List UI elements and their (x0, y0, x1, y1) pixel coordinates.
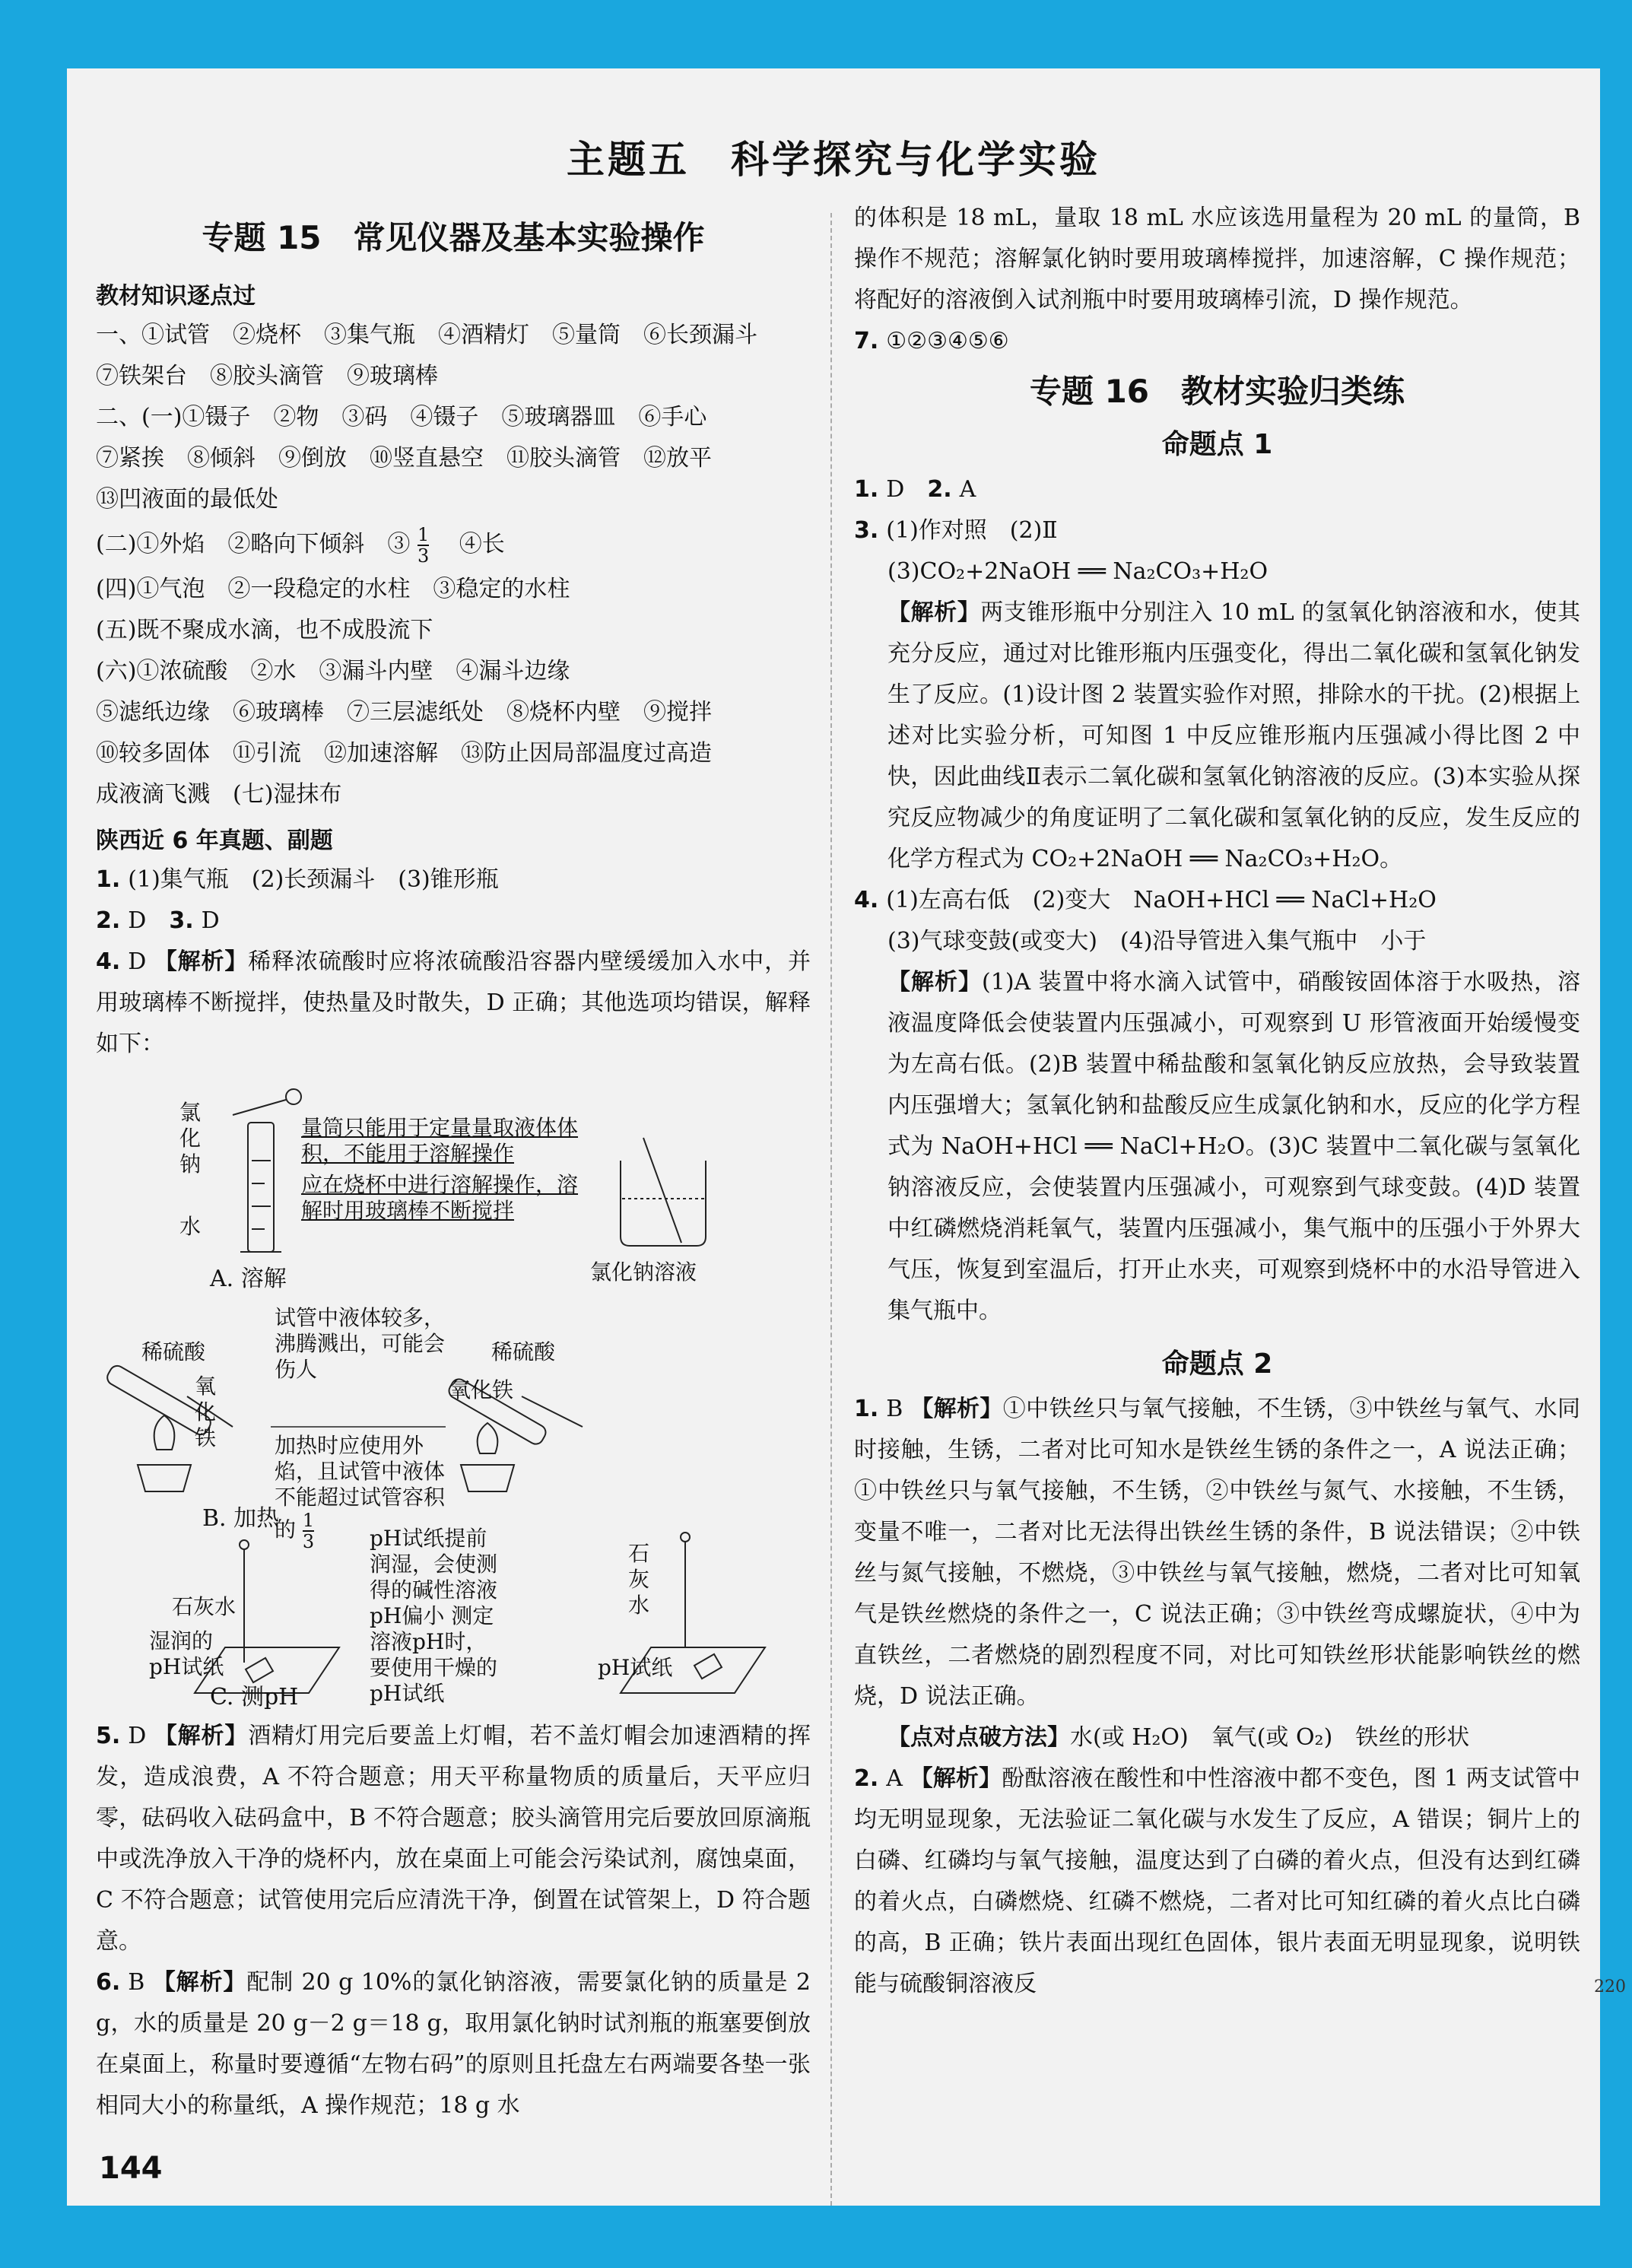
question-5 (96, 1716, 811, 1962)
fraction-numerator: 1 (302, 1510, 315, 1531)
note-heating-rule-text: 加热时应使用外焰，且试管中液体不能超过试管容积的 (275, 1433, 446, 1542)
analysis-text: 两支锥形瓶中分别注入 10 mL 的氢氧化钠溶液和水，使其充分反应，通过对比锥形瓶内压强变化，得出二氧化碳和氢氧化钠发生了反应。(1)设计图 2 装置实验作对照，排除水的干扰。(2)根据上述对比实验分析，可知图 1 中反应锥形瓶内压强减小得比图 2 中快，因此曲线Ⅱ表示二氧化碳和氢氧化钠溶液的反应。(3)本实验从探究反应物减少的角度证明了二氧化碳和氢氧化钠的反应，发生反应的化学方程式为 CO₂+2NaOH ══ Na₂CO₃+H₂O。 (887, 599, 1580, 872)
analysis-tag: 【解析】 (887, 599, 981, 626)
analysis-tag: 【解析】 (152, 1969, 247, 1996)
analysis-text: ①中铁丝只与氧气接触，不生锈，③中铁丝与氧气、水同时接触，生锈，二者对比可知水是铁丝生锈的条件之一，A 说法正确；①中铁丝只与氧气接触，不生锈，②中铁丝与氮气、水接触，不生锈，变量不唯一，二者对比无法得出铁丝生锈的条件，B 说法错误；②中铁丝与氮气接触，不燃烧，③中铁丝与氧气接触，燃烧，二者对比可知氧气是铁丝燃烧的条件之一，C 说法正确；③中铁丝弯成螺旋状，④中为直铁丝，二者燃烧的剧烈程度不同，对比可知铁丝形状能影响铁丝的燃烧，D 说法正确。 (854, 1396, 1581, 1710)
fraction-denominator: 3 (417, 545, 430, 567)
question-number: 2. (96, 907, 121, 934)
answer-line: 成液滴飞溅 (七)湿抹布 (96, 781, 342, 808)
label-iron-oxide-left: 氧化铁 (195, 1374, 217, 1450)
beaker-drawing (621, 1138, 706, 1246)
analysis-tag: 【解析】 (154, 948, 249, 975)
note-dissolve-in-beaker: 应在烧杯中进行溶解操作，溶解时用玻璃棒不断搅拌 (301, 1172, 579, 1223)
label-nacl-solution: 氯化钠溶液 (590, 1259, 697, 1285)
question-2-3 (96, 901, 811, 942)
topic16-title: 专题 16 教材实验归类练 (1029, 373, 1405, 410)
label-limewater-left: 石灰水 (172, 1594, 237, 1619)
question-number: 1. (854, 1396, 879, 1422)
question-number: 3. (169, 907, 194, 934)
method-tag: 【点对点破方法】 (887, 1724, 1070, 1751)
p1-q4-analysis (854, 962, 1580, 1332)
analysis-text: 酚酞溶液在酸性和中性溶液中都不变色，图 1 两支试管中均无明显现象，无法验证二氧化碳与水发生了反应，A 错误；铜片上的白磷、红磷均与氧气接触，温度达到了白磷的着火点，但没有达到红磷的着火点，白磷燃烧、红磷不燃烧，二者对比可知红磷的着火点比白磷的高，B 正确；铁片表面出现红色固体，银片表面无明显现象，说明铁能与硫酸铜溶液反 (854, 1765, 1580, 1997)
answer-text: ①②③④⑤⑥ (886, 328, 1009, 354)
p1-question-4 (854, 880, 1580, 921)
main-title: 主题五 科学探究与化学实验 (567, 138, 1100, 182)
answer-text: D (886, 476, 905, 503)
question-7 (854, 321, 1580, 362)
page (67, 68, 1626, 2206)
section-shaanxi-exams: 陕西近 6 年真题、副题 (96, 827, 333, 854)
p1-question-1-2 (854, 469, 1580, 510)
answer-line: 二、(一)①镊子 ②物 ③码 ④镊子 ⑤玻璃器皿 ⑥手心 (96, 404, 707, 430)
note-ph-paper-dry: pH试纸提前润湿，会使测得的碱性溶液pH偏小 测定溶液pH时，要使用干燥的pH试纸 (370, 1526, 498, 1706)
graduated-cylinder-drawing (233, 1089, 301, 1252)
fraction-denominator: 3 (302, 1531, 315, 1552)
label-water: 水 (179, 1214, 202, 1239)
side-number: 220 (1594, 1977, 1626, 1996)
label-dilute-sulfuric-right: 稀硫酸 (491, 1339, 556, 1364)
question-number: 5. (96, 1723, 121, 1749)
p1-question-3 (854, 510, 1580, 551)
answer-line-fraction (96, 520, 811, 569)
p2-method (854, 1717, 1580, 1758)
label-limewater-right: 石灰水 (628, 1541, 650, 1618)
answer-text: (二)①外焰 ②略向下倾斜 ③ (96, 531, 411, 557)
question-number: 1. (854, 476, 879, 503)
answer-line: ⑦铁架台 ⑧胶头滴管 ⑨玻璃棒 (96, 363, 438, 389)
question-number: 6. (96, 1969, 121, 1996)
error-illustration-figure (96, 1069, 811, 1711)
fraction (418, 525, 429, 566)
answer-line: ⑤滤纸边缘 ⑥玻璃棒 ⑦三层滤纸处 ⑧烧杯内壁 ⑨搅拌 (96, 699, 712, 726)
p2-question-1 (854, 1389, 1580, 1717)
topic15-title: 专题 15 常见仪器及基本实验操作 (202, 219, 705, 256)
fraction-numerator: 1 (417, 524, 430, 545)
proposition-point-2: 命题点 2 (1161, 1348, 1273, 1380)
question-number: 3. (854, 517, 879, 544)
answer-line: (六)①浓硫酸 ②水 ③漏斗内壁 ④漏斗边缘 (96, 658, 570, 685)
p1-q4-answer-b: (3)气球变鼓(或变大) (4)沿导管进入集气瓶中 小于 (887, 928, 1427, 955)
answer-text: D (201, 907, 220, 934)
label-ph-paper: pH试纸 (598, 1655, 673, 1680)
analysis-tag: 【解析】 (887, 969, 983, 996)
method-text: 水(或 H₂O) 氧气(或 O₂) 铁丝的形状 (1070, 1724, 1470, 1751)
p2-question-2 (854, 1758, 1580, 2005)
analysis-text: 酒精灯用完后要盖上灯帽，若不盖灯帽会加速酒精的挥发，造成浪费，A 不符合题意；用天平称量物质的质量后，天平应归零，砝码收入砝码盒中，B 不符合题意；胶头滴管用完后要放回原滴瓶中或洗净放入干净的烧杯内，放在桌面上可能会污染试剂，腐蚀桌面，C 不符合题意；试管使用完后应清洗干净，倒置在试管架上，D 符合题意。 (96, 1723, 811, 1955)
p1-q3-analysis (854, 592, 1580, 880)
section-textbook-knowledge: 教材知识逐点过 (96, 283, 256, 310)
note-cylinder-usage: 量筒只能用于定量量取液体体积，不能用于溶解操作 (301, 1115, 579, 1166)
answer-text: ④长 (436, 531, 505, 557)
answer-line: ⑦紧挨 ⑧倾斜 ⑨倒放 ⑩竖直悬空 ⑪胶头滴管 ⑫放平 (96, 445, 712, 472)
caption-b: B. 加热 (202, 1505, 280, 1532)
answer-choice: B (886, 1396, 903, 1422)
question-6 (96, 1962, 811, 2127)
question-number: 4. (854, 887, 879, 913)
answer-text: (1)集气瓶 (2)长颈漏斗 (3)锥形瓶 (128, 866, 499, 893)
answer-line: (四)①气泡 ②一段稳定的水柱 ③稳定的水柱 (96, 576, 570, 602)
analysis-tag: 【解析】 (154, 1723, 249, 1749)
fraction (303, 1510, 314, 1552)
question-1 (96, 859, 811, 901)
question-number: 4. (96, 948, 121, 975)
answer-text: D (128, 907, 147, 934)
analysis-tag: 【解析】 (910, 1765, 1002, 1792)
label-iron-oxide-right: 氧化铁 (449, 1377, 514, 1402)
analysis-text: 配制 20 g 10%的氯化钠溶液，需要氯化钠的质量是 2 g，水的质量是 20 g－2 g＝18 g，取用氯化钠时试剂瓶的瓶塞要倒放在桌面上，称量时要遵循“左物右码”的原则且托盘左右两端要各垫一张相同大小的称量纸，A 操作规范；18 g 水 (96, 1969, 811, 2119)
caption-a: A. 溶解 (210, 1266, 287, 1292)
answer-line: (五)既不聚成水滴，也不成股流下 (96, 617, 433, 643)
analysis-text: (1)A 装置中将水滴入试管中，硝酸铵固体溶于水吸热，溶液温度降低会使装置内压强减小，可观察到 U 形管液面开始缓慢变为左高右低。(2)B 装置中稀盐酸和氢氧化钠反应放热，会导致装置内压强增大；氢氧化钠和盐酸反应生成氯化钠和水，反应的化学方程式为 NaOH+HCl ══ NaCl+H₂O。(3)C 装置中二氧化碳与氢氧化钠溶液反应，会使装置内压强减小，可观察到气球变鼓。(4)D 装置中红磷燃烧消耗氧气，装置内压强减小，集气瓶中的压强小于外界大气压，恢复到室温后，打开止水夹，可观察到烧杯中的水沿导管进入集气瓶中。 (887, 969, 1580, 1324)
answer-choice: D (128, 948, 147, 975)
analysis-tag: 【解析】 (910, 1396, 1003, 1422)
question-number: 7. (854, 328, 879, 354)
question-number: 2. (854, 1765, 879, 1792)
question-number: 2. (927, 476, 952, 503)
question-4 (96, 942, 811, 1065)
caption-c: C. 测pH (210, 1684, 299, 1711)
answer-choice: D (128, 1723, 147, 1749)
answer-choice: B (128, 1969, 145, 1996)
analysis-text: 稀释浓硫酸时应将浓硫酸沿容器内壁缓缓加入水中，并用玻璃棒不断搅拌，使热量及时散失，D 正确；其他选项均错误，解释如下： (96, 948, 811, 1057)
question-number: 1. (96, 866, 121, 893)
note-too-much-liquid: 试管中液体较多，沸腾溅出，可能会伤人 (275, 1305, 446, 1382)
answer-line: ⑩较多固体 ⑪引流 ⑫加速溶解 ⑬防止因局部温度过高造 (96, 740, 712, 767)
label-sodium-chloride: 氯化钠 (179, 1100, 202, 1177)
answer-line: 一、①试管 ②烧杯 ③集气瓶 ④酒精灯 ⑤量筒 ⑥长颈漏斗 (96, 322, 757, 348)
answer-text: (1)作对照 (2)Ⅱ (886, 517, 1058, 544)
answer-text: (1)左高右低 (2)变大 NaOH+HCl ══ NaCl+H₂O (886, 887, 1437, 913)
answer-text: A (959, 476, 976, 503)
question-6-continued: 的体积是 18 mL，量取 18 mL 水应该选用量程为 20 mL 的量筒，B 操作不规范；溶解氯化钠时要用玻璃棒搅拌，加速溶解，C 操作规范；将配好的溶液倒入试剂瓶中时要用玻璃棒引流，D 操作规范。 (854, 205, 1580, 313)
answer-line: ⑬凹液面的最低处 (96, 486, 278, 513)
answer-choice: A (886, 1765, 903, 1792)
label-dilute-sulfuric-left: 稀硫酸 (141, 1339, 206, 1364)
right-column (854, 198, 1580, 2005)
page-number: 144 (99, 2151, 163, 2186)
left-column (96, 213, 811, 2127)
p1-q3-equation: (3)CO₂+2NaOH ══ Na₂CO₃+H₂O (887, 558, 1268, 585)
proposition-point-1: 命题点 1 (1161, 429, 1273, 460)
label-wet-ph-paper: 湿润的pH试纸 (149, 1628, 224, 1679)
column-divider (830, 213, 832, 2206)
